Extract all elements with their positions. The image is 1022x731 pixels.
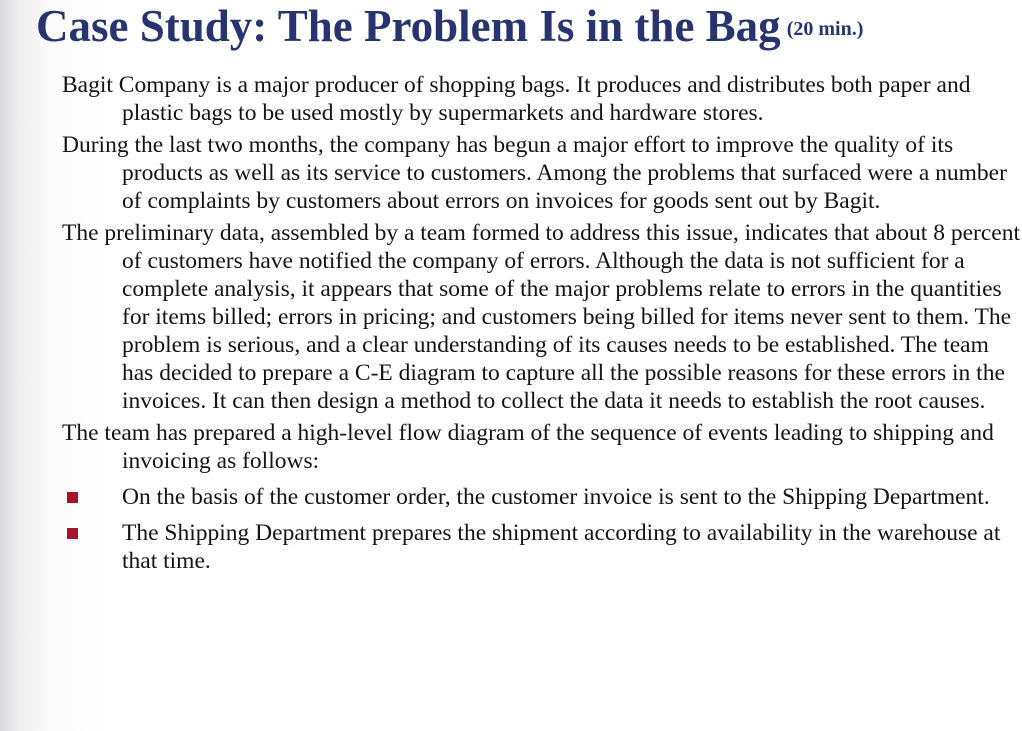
- bullet-text: The Shipping Department prepares the shipment according to availability in the warehouse at that time.: [122, 520, 1001, 574]
- bullet-item: [62, 519, 1020, 575]
- paragraph-quality-effort: During the last two months, the company has begun a major effort to improve the quality of its products as well as its service to customers. Among the problems that surfaced were a number of complaints by customers about errors on invoices for goods sent out by Bagit.: [62, 132, 1007, 214]
- bullet-text: On the basis of the customer order, the customer invoice is sent to the Shipping Department.: [122, 484, 990, 510]
- square-bullet-icon: [67, 528, 78, 539]
- bullet-item: [62, 483, 1020, 511]
- paragraph-flow-diagram: The team has prepared a high-level flow diagram of the sequence of events leading to shipping and invoicing as follows:: [62, 420, 994, 474]
- square-bullet-icon: [67, 492, 78, 503]
- time-note: (20 min.): [786, 18, 864, 40]
- slide-title-text: Case Study: The Problem Is in the Bag: [36, 1, 781, 51]
- slide-title: [36, 0, 863, 55]
- slide-body: [62, 71, 1020, 575]
- paragraph-company-intro: Bagit Company is a major producer of shopping bags. It produces and distributes both paper and plastic bags to be used mostly by supermarkets and hardware stores.: [62, 72, 971, 126]
- paragraph-preliminary-data: The preliminary data, assembled by a team formed to address this issue, indicates that about 8 percent of customers have notified the company of errors. Although the data is not sufficient for a complete analysis, it appears that some of the major problems relate to errors in the quantities for items billed; errors in pricing; and customers being billed for items never sent to them. The problem is serious, and a clear understanding of its causes needs to be established. The team has decided to prepare a C-E diagram to capture all the possible reasons for these errors in the invoices. It can then design a method to collect the data it needs to establish the root causes.: [62, 220, 1020, 414]
